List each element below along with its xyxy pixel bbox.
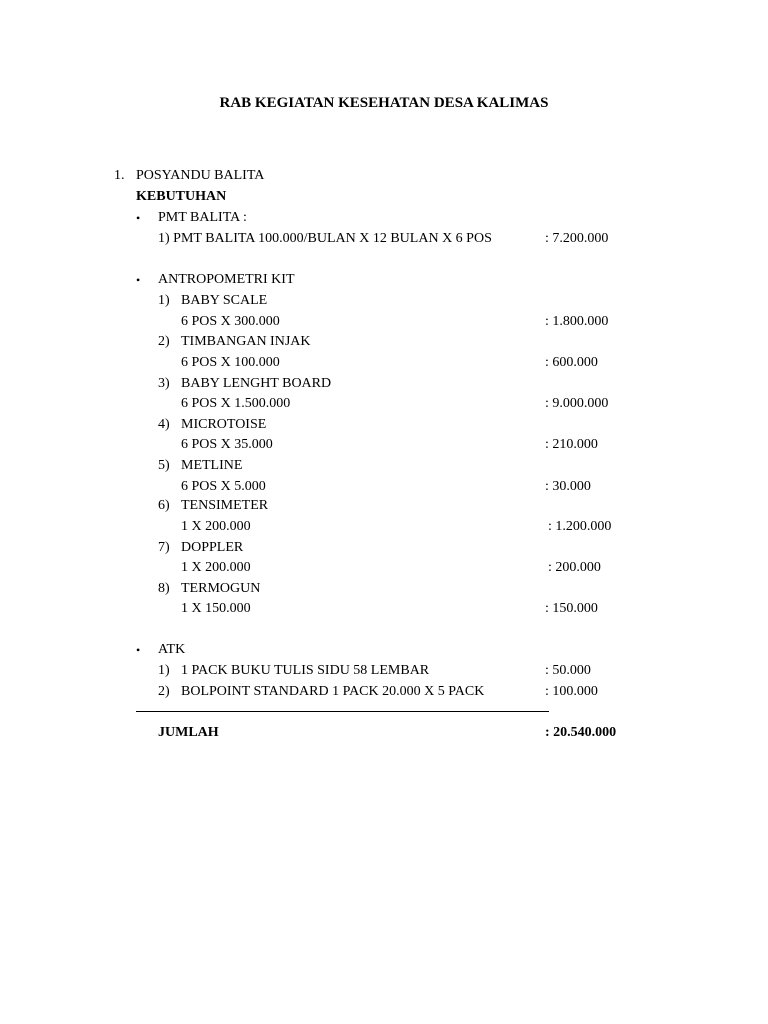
item-name: BABY SCALE <box>181 293 268 308</box>
line-item-value: : 7.200.000 <box>545 231 609 246</box>
item-value: : 210.000 <box>545 437 598 452</box>
total-label: JUMLAH <box>158 725 219 740</box>
item-number: 4) <box>158 417 170 432</box>
bullet-icon: • <box>136 211 141 225</box>
item-number: 2) <box>158 684 170 699</box>
item-number: 6) <box>158 498 170 513</box>
item-calc: 1 X 200.000 <box>181 560 251 575</box>
item-value: : 1.800.000 <box>545 314 609 329</box>
item-name: 1 PACK BUKU TULIS SIDU 58 LEMBAR <box>181 663 430 678</box>
item-value: : 1.200.000 <box>548 519 612 534</box>
item-number: 1) <box>158 293 170 308</box>
item-calc: 1 X 200.000 <box>181 519 251 534</box>
item-name: TERMOGUN <box>181 581 261 596</box>
subheading: KEBUTUHAN <box>136 189 227 204</box>
item-value: : 200.000 <box>548 560 601 575</box>
item-number: 1) <box>158 663 170 678</box>
item-value: : 30.000 <box>545 479 591 494</box>
item-number: 3) <box>158 376 170 391</box>
item-value: : 150.000 <box>545 601 598 616</box>
bullet-icon: • <box>136 273 141 287</box>
line-item-text: 1) PMT BALITA 100.000/BULAN X 12 BULAN X 6 POS <box>158 231 492 246</box>
total-value: : 20.540.000 <box>545 725 617 740</box>
item-name: TIMBANGAN INJAK <box>181 334 311 349</box>
item-calc: 6 POS X 35.000 <box>181 437 273 452</box>
section-number: 1. <box>114 168 125 183</box>
item-value: : 9.000.000 <box>545 396 609 411</box>
item-name: BABY LENGHT BOARD <box>181 376 332 391</box>
item-value: : 50.000 <box>545 663 591 678</box>
item-number: 8) <box>158 581 170 596</box>
item-name: MICROTOISE <box>181 417 267 432</box>
item-name: DOPPLER <box>181 540 244 555</box>
item-name: TENSIMETER <box>181 498 269 513</box>
document-title: RAB KEGIATAN KESEHATAN DESA KALIMAS <box>219 95 549 111</box>
section-title: POSYANDU BALITA <box>136 168 265 183</box>
group-title: ATK <box>158 642 186 657</box>
group-title: ANTROPOMETRI KIT <box>158 272 295 287</box>
item-calc: 1 X 150.000 <box>181 601 251 616</box>
item-name: BOLPOINT STANDARD 1 PACK 20.000 X 5 PACK <box>181 684 485 699</box>
item-number: 2) <box>158 334 170 349</box>
item-value: : 600.000 <box>545 355 598 370</box>
item-calc: 6 POS X 300.000 <box>181 314 280 329</box>
item-name: METLINE <box>181 458 243 473</box>
total-divider <box>136 711 549 712</box>
item-calc: 6 POS X 1.500.000 <box>181 396 291 411</box>
item-calc: 6 POS X 100.000 <box>181 355 280 370</box>
group-title: PMT BALITA : <box>158 210 247 225</box>
item-calc: 6 POS X 5.000 <box>181 479 266 494</box>
item-value: : 100.000 <box>545 684 598 699</box>
item-number: 7) <box>158 540 170 555</box>
bullet-icon: • <box>136 643 141 657</box>
item-number: 5) <box>158 458 170 473</box>
